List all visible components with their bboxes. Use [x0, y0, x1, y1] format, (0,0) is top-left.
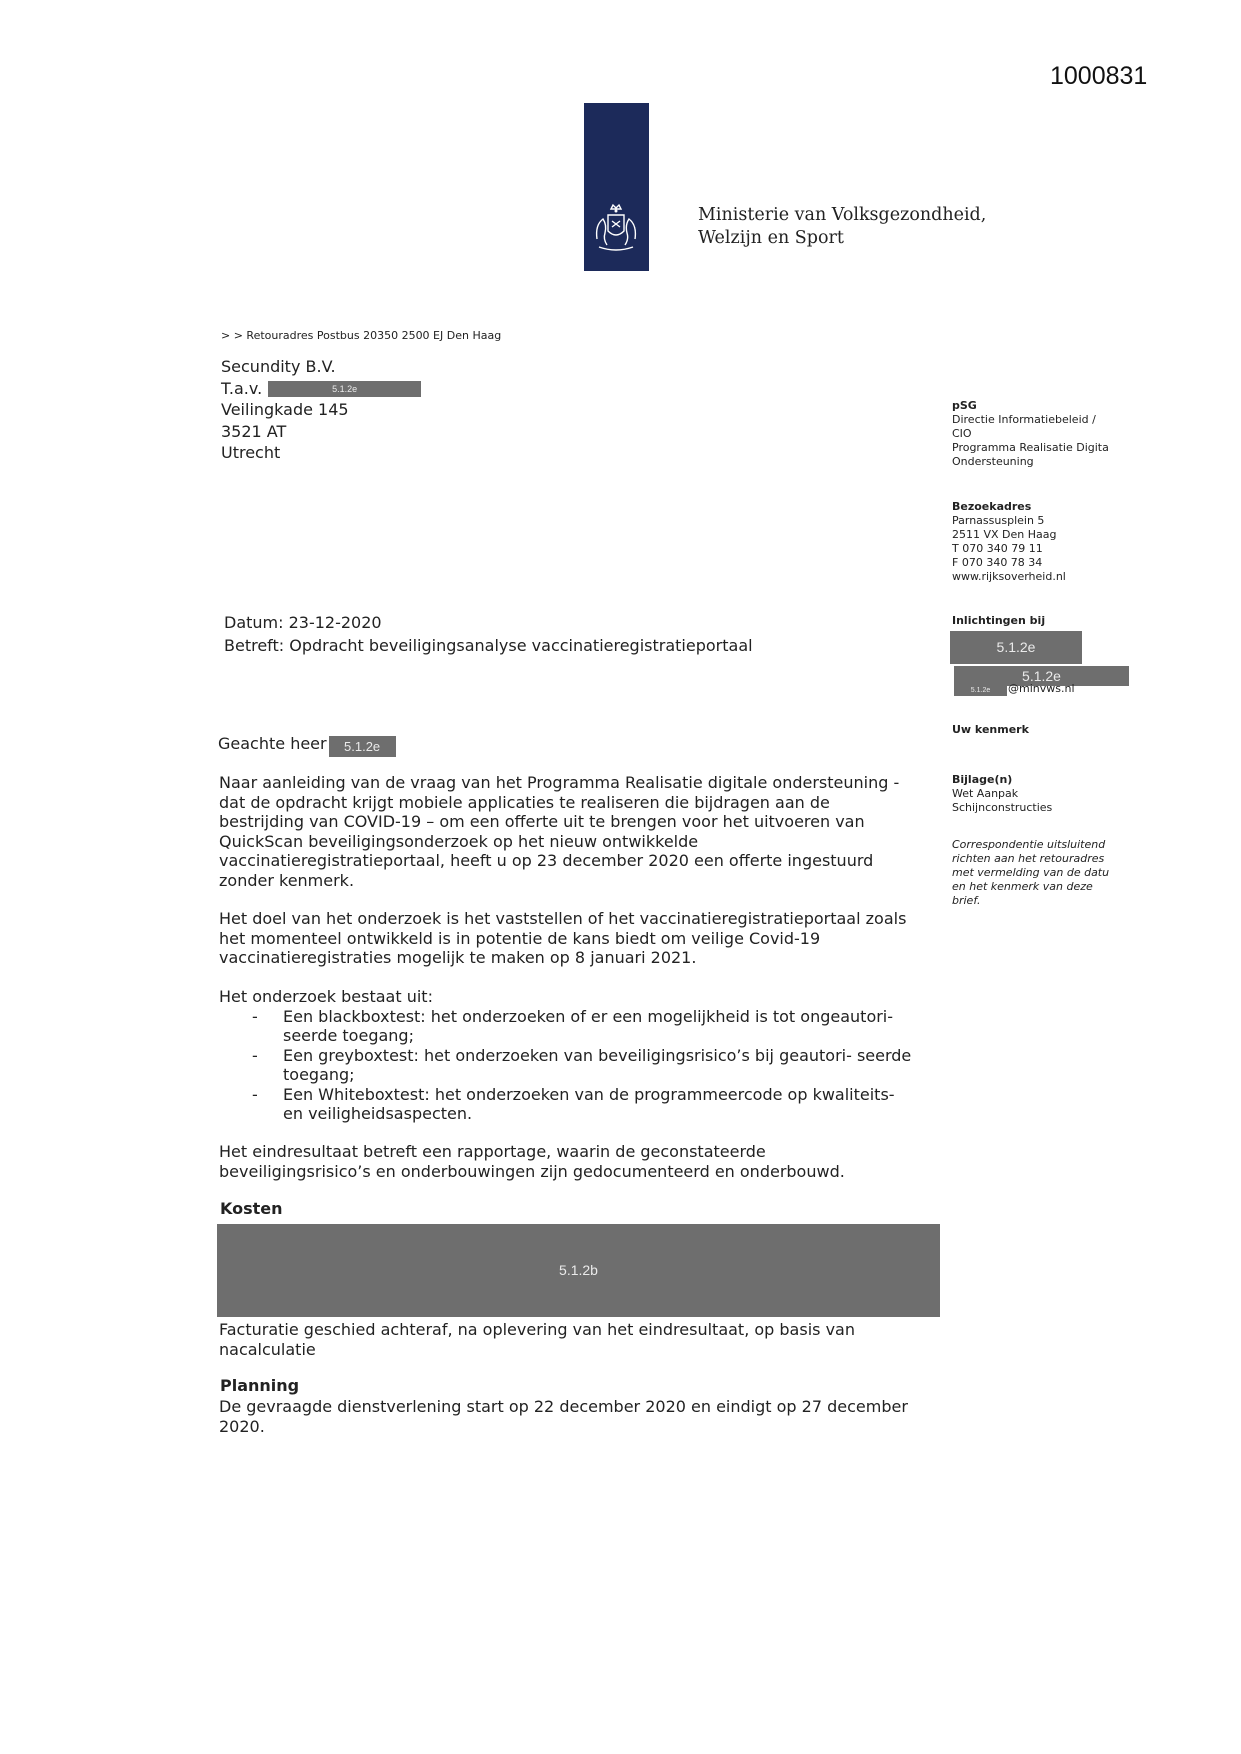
research-list [219, 987, 919, 1124]
ministry-line-1: Ministerie van Volksgezondheid, [698, 205, 987, 225]
info-email-suffix: @minvws.nl [1008, 682, 1075, 695]
visit-website[interactable]: www.rijksoverheid.nl [952, 570, 1066, 583]
return-address: > > Retouradres Postbus 20350 2500 EJ Den Haag [221, 329, 502, 342]
sidebar-kenmerk: Uw kenmerk [952, 723, 1029, 736]
rijksoverheid-logo [584, 103, 649, 271]
recipient-attention [221, 378, 421, 400]
org-title: pSG [952, 399, 977, 412]
list-item: - Een blackboxtest: het onderzoeken of er een mogelijkheid is tot ongeautori- seerde toegang; [252, 1006, 894, 1045]
list-item: - Een Whiteboxtest: het onderzoeken van de programmeercode op kwaliteits- en veiligheidsaspecten. [252, 1084, 895, 1123]
bijlage-line: Schijnconstructies [952, 801, 1053, 814]
sidebar-organisation [952, 399, 1152, 469]
recipient-postal: 3521 AT [221, 421, 287, 441]
sidebar-bijlage [952, 773, 1152, 815]
redaction-block: 5.1.2e [329, 736, 396, 757]
paragraph-introduction: Naar aanleiding van de vraag van het Programma Realisatie digitale ondersteuning - dat de opdracht krijgt mobiele applicaties te realiseren die bijdragen aan de bestrijding van COVID-19 – om een offerte uit te brengen voor het uitvoeren van QuickScan beveiligingsonderzoek op het nieuw ontwikkelde vaccinatieregistratieportaal, heeft u op 23 december 2020 een offerte ingestuurd zonder kenmerk. [219, 773, 900, 890]
redaction-block: 5.1.2b [217, 1224, 940, 1317]
redaction-block: 5.1.2e [950, 631, 1082, 664]
letter-date: Datum: 23-12-2020 [224, 613, 382, 632]
salutation: Geachte heer 5.1.2e [218, 734, 396, 757]
visit-line: T 070 340 79 11 [952, 542, 1043, 555]
recipient-company: Secundity B.V. [221, 357, 336, 376]
crest-icon [591, 203, 641, 255]
visit-line: Parnassusplein 5 [952, 514, 1045, 527]
paragraph-goal: Het doel van het onderzoek is het vaststellen of het vaccinatieregistratieportaal zoals het momenteel ontwikkeld is in potentie de kans biedt om veilige Covid-19 vaccinatieregistraties mogelijk te maken op 8 januari 2021. [219, 909, 907, 967]
sidebar-correspondence: Correspondentie uitsluitend richten aan het retouradres met vermelding van de datu en het kenmerk van deze brief. [952, 838, 1110, 907]
org-line: CIO [952, 427, 972, 440]
recipient-street: Veilingkade 145 [221, 400, 349, 419]
section-title-kosten: Kosten [220, 1199, 283, 1218]
org-line: Programma Realisatie Digita [952, 441, 1109, 454]
org-line: Directie Informatiebeleid / [952, 413, 1096, 426]
letter-subject: Betreft: Opdracht beveiligingsanalyse vaccinatieregistratieportaal [224, 636, 753, 655]
letter-meta [224, 611, 753, 657]
bijlage-title: Bijlage(n) [952, 773, 1013, 786]
sidebar-info-title: Inlichtingen bij [952, 614, 1046, 627]
visit-line: F 070 340 78 34 [952, 556, 1043, 569]
recipient-city: Utrecht [221, 443, 281, 462]
paragraph-invoicing: Facturatie geschied achteraf, na oplevering van het eindresultaat, op basis van nacalculatie [219, 1320, 855, 1359]
ministry-line-2: Welzijn en Sport [698, 228, 844, 248]
section-title-planning: Planning [220, 1376, 300, 1395]
paragraph-planning: De gevraagde dienstverlening start op 22 december 2020 en eindigt op 27 december 2020. [219, 1397, 908, 1436]
ministry-name [698, 204, 986, 250]
document-number: 1000831 [1050, 62, 1148, 90]
recipient-address [221, 356, 421, 464]
redaction-block: 5.1.2e [954, 686, 1007, 696]
sidebar-visit-address [952, 500, 1152, 584]
visit-title: Bezoekadres [952, 500, 1032, 513]
paragraph-result: Het eindresultaat betreft een rapportage, waarin de geconstateerde beveiligingsrisico’s en onderbouwingen zijn gedocumenteerd en onderbouwd. [219, 1142, 845, 1181]
visit-line: 2511 VX Den Haag [952, 528, 1057, 541]
bijlage-line: Wet Aanpak [952, 787, 1019, 800]
list-intro: Het onderzoek bestaat uit: [219, 987, 433, 1006]
org-line: Ondersteuning [952, 455, 1034, 468]
list-item: - Een greyboxtest: het onderzoeken van beveiligingsrisico’s bij geautori- seerde toegang; [252, 1045, 912, 1084]
attention-label: T.a.v. [221, 378, 263, 398]
redaction-block: 5.1.2e [268, 381, 421, 397]
redaction-block: 5.1.2e [954, 666, 1129, 686]
